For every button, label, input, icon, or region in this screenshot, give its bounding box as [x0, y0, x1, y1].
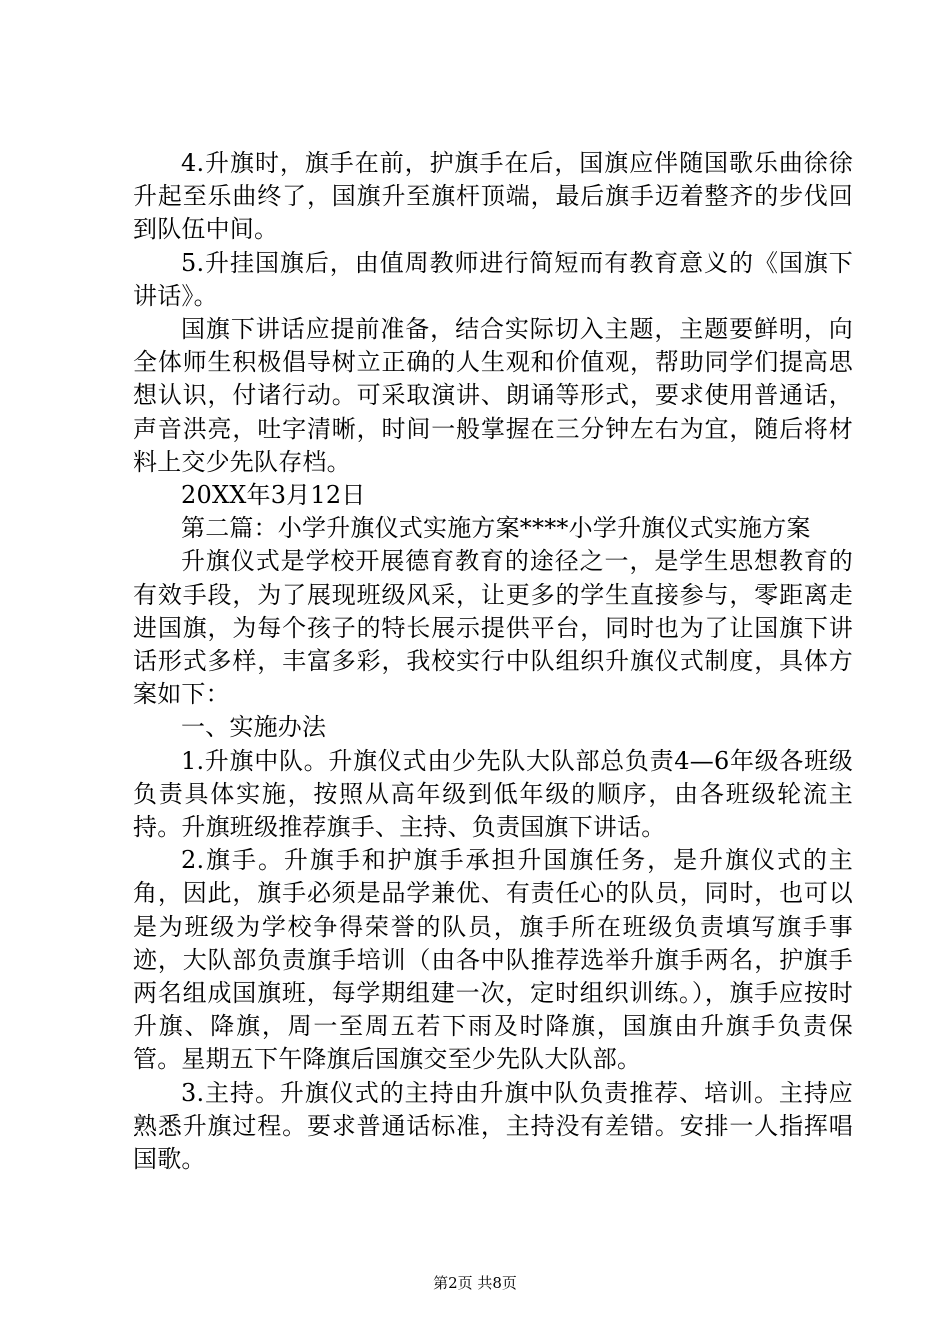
paragraph: 2.旗手。升旗手和护旗手承担升国旗任务，是升旗仪式的主角，因此，旗手必须是品学兼优、有责任心的队员，同时，也可以是为班级为学校争得荣誉的队员，旗手所在班级负责填写旗手事迹，大队部负责旗手培训（由各中队推荐选举升旗手两名，护旗手两名组成国旗班，每学期组建一次，定时组织训练。），旗手应按时升旗、降旗，周一至周五若下雨及时降旗，国旗由升旗手负责保管。星期五下午降旗后国旗交至少先队大队部。	[133, 846, 853, 1074]
paragraph: 升旗仪式是学校开展德育教育的途径之一，是学生思想教育的有效手段，为了展现班级风采，让更多的学生直接参与，零距离走进国旗，为每个孩子的特长展示提供平台，同时也为了让国旗下讲话形式多样，丰富多彩，我校实行中队组织升旗仪式制度，具体方案如下：	[133, 547, 853, 709]
document-body	[133, 147, 853, 1176]
subsection-heading: 一、实施办法	[181, 713, 327, 742]
section-heading: 第二篇：小学升旗仪式实施方案****小学升旗仪式实施方案	[181, 514, 811, 543]
paragraph: 国旗下讲话应提前准备，结合实际切入主题，主题要鲜明，向全体师生积极倡导树立正确的人生观和价值观，帮助同学们提高思想认识，付诸行动。可采取演讲、朗诵等形式，要求使用普通话，声音洪亮，吐字清晰，时间一般掌握在三分钟左右为宜，随后将材料上交少先队存档。	[133, 315, 853, 476]
paragraph: 3.主持。升旗仪式的主持由升旗中队负责推荐、培训。主持应熟悉升旗过程。要求普通话标准，主持没有差错。安排一人指挥唱国歌。	[133, 1078, 853, 1174]
page-footer: 第2页 共8页	[433, 1274, 517, 1292]
paragraph: 5.升挂国旗后，由值周教师进行简短而有教育意义的《国旗下讲话》。	[133, 248, 853, 310]
paragraph: 1.升旗中队。升旗仪式由少先队大队部总负责4—6年级各班级负责具体实施，按照从高年级到低年级的顺序，由各班级轮流主持。升旗班级推荐旗手、主持、负责国旗下讲话。	[133, 746, 853, 842]
date-line: 20XX年3月12日	[181, 481, 366, 510]
paragraph: 4.升旗时，旗手在前，护旗手在后，国旗应伴随国歌乐曲徐徐升起至乐曲终了，国旗升至旗杆顶端，最后旗手迈着整齐的步伐回到队伍中间。	[133, 149, 853, 244]
